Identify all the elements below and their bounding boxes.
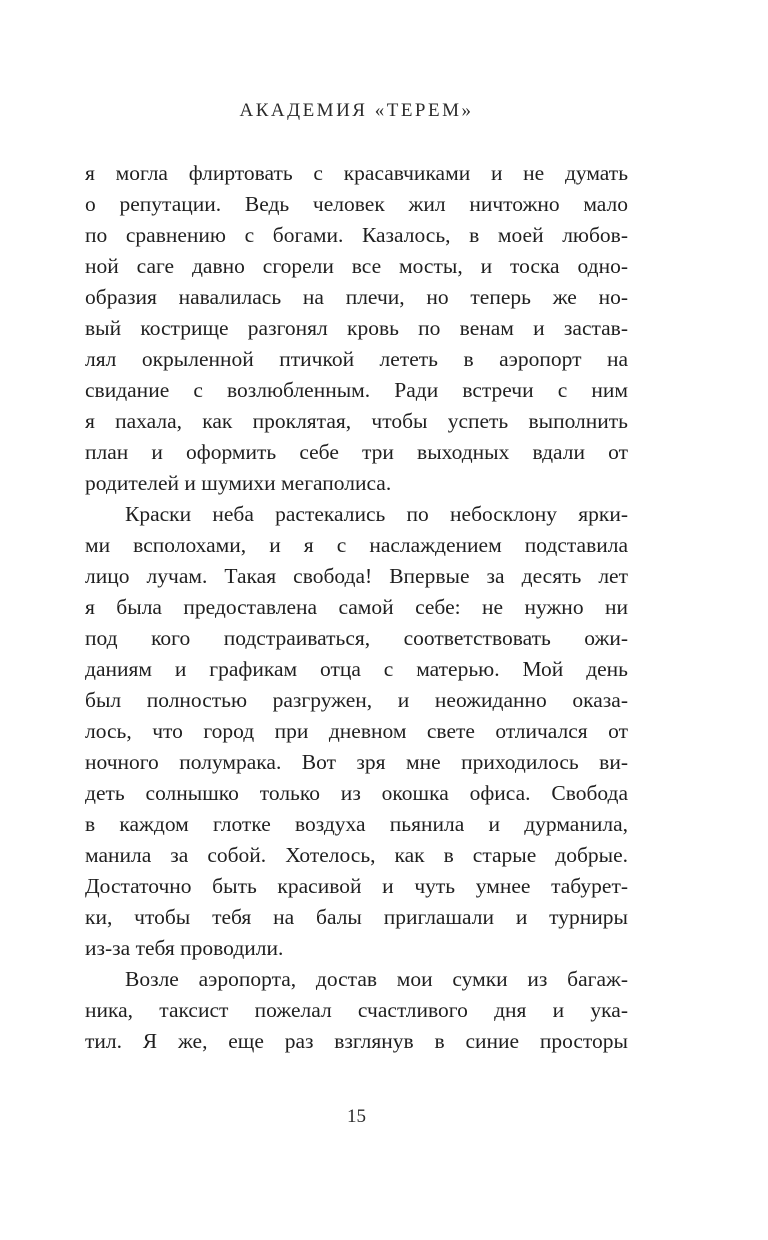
text-line: я могла флиртовать с красавчиками и не думать [85, 161, 628, 185]
text-line: ми всполохами, и я с наслаждением подставила [85, 533, 628, 557]
text-line: я пахала, как проклятая, чтобы успеть выполнить [85, 409, 628, 433]
text-line: деть солнышко только из окошка офиса. Свобода [85, 781, 628, 805]
text-line: даниям и графикам отца с матерью. Мой день [85, 657, 628, 681]
text-line: о репутации. Ведь человек жил ничтожно мало [85, 192, 628, 216]
text-line: образия навалилась на плечи, но теперь же но- [85, 285, 628, 309]
text-line: я была предоставлена самой себе: не нужно ни [85, 595, 628, 619]
paragraph [85, 158, 628, 499]
text-line: манила за собой. Хотелось, как в старые добрые. [85, 843, 628, 867]
text-line: тил. Я же, еще раз взглянув в синие просторы [85, 1029, 628, 1053]
text-line: ночного полумрака. Вот зря мне приходилось ви- [85, 750, 628, 774]
text-line: лось, что город при дневном свете отличался от [85, 719, 628, 743]
paragraph [85, 964, 628, 1057]
body-text [85, 158, 628, 1057]
text-line: был полностью разгружен, и неожиданно оказа- [85, 688, 628, 712]
paragraph [85, 499, 628, 964]
text-line: ки, чтобы тебя на балы приглашали и турниры [85, 905, 628, 929]
text-line: Возле аэропорта, достав мои сумки из багаж- [125, 967, 628, 991]
text-line: Достаточно быть красивой и чуть умнее табурет- [85, 874, 628, 898]
text-line: Краски неба растекались по небосклону ярки- [125, 502, 628, 526]
text-line: свидание с возлюбленным. Ради встречи с ним [85, 378, 628, 402]
text-line: в каждом глотке воздуха пьянила и дурманила, [85, 812, 628, 836]
text-line: лял окрыленной птичкой лететь в аэропорт на [85, 347, 628, 371]
text-line: вый кострище разгонял кровь по венам и застав- [85, 316, 628, 340]
text-line: из-за тебя проводили. [85, 936, 284, 960]
text-line: по сравнению с богами. Казалось, в моей любов- [85, 223, 628, 247]
text-line: родителей и шумихи мегаполиса. [85, 471, 392, 495]
text-line: лицо лучам. Такая свобода! Впервые за десять лет [85, 564, 628, 588]
text-line: план и оформить себе три выходных вдали от [85, 440, 628, 464]
page-number: 15 [347, 1106, 366, 1127]
text-line: ника, таксист пожелал счастливого дня и ука- [85, 998, 628, 1022]
text-line: ной саге давно сгорели все мосты, и тоска одно- [85, 254, 628, 278]
running-head: АКАДЕМИЯ «ТЕРЕМ» [239, 100, 474, 121]
text-line: под кого подстраиваться, соответствовать ожи- [85, 626, 628, 650]
